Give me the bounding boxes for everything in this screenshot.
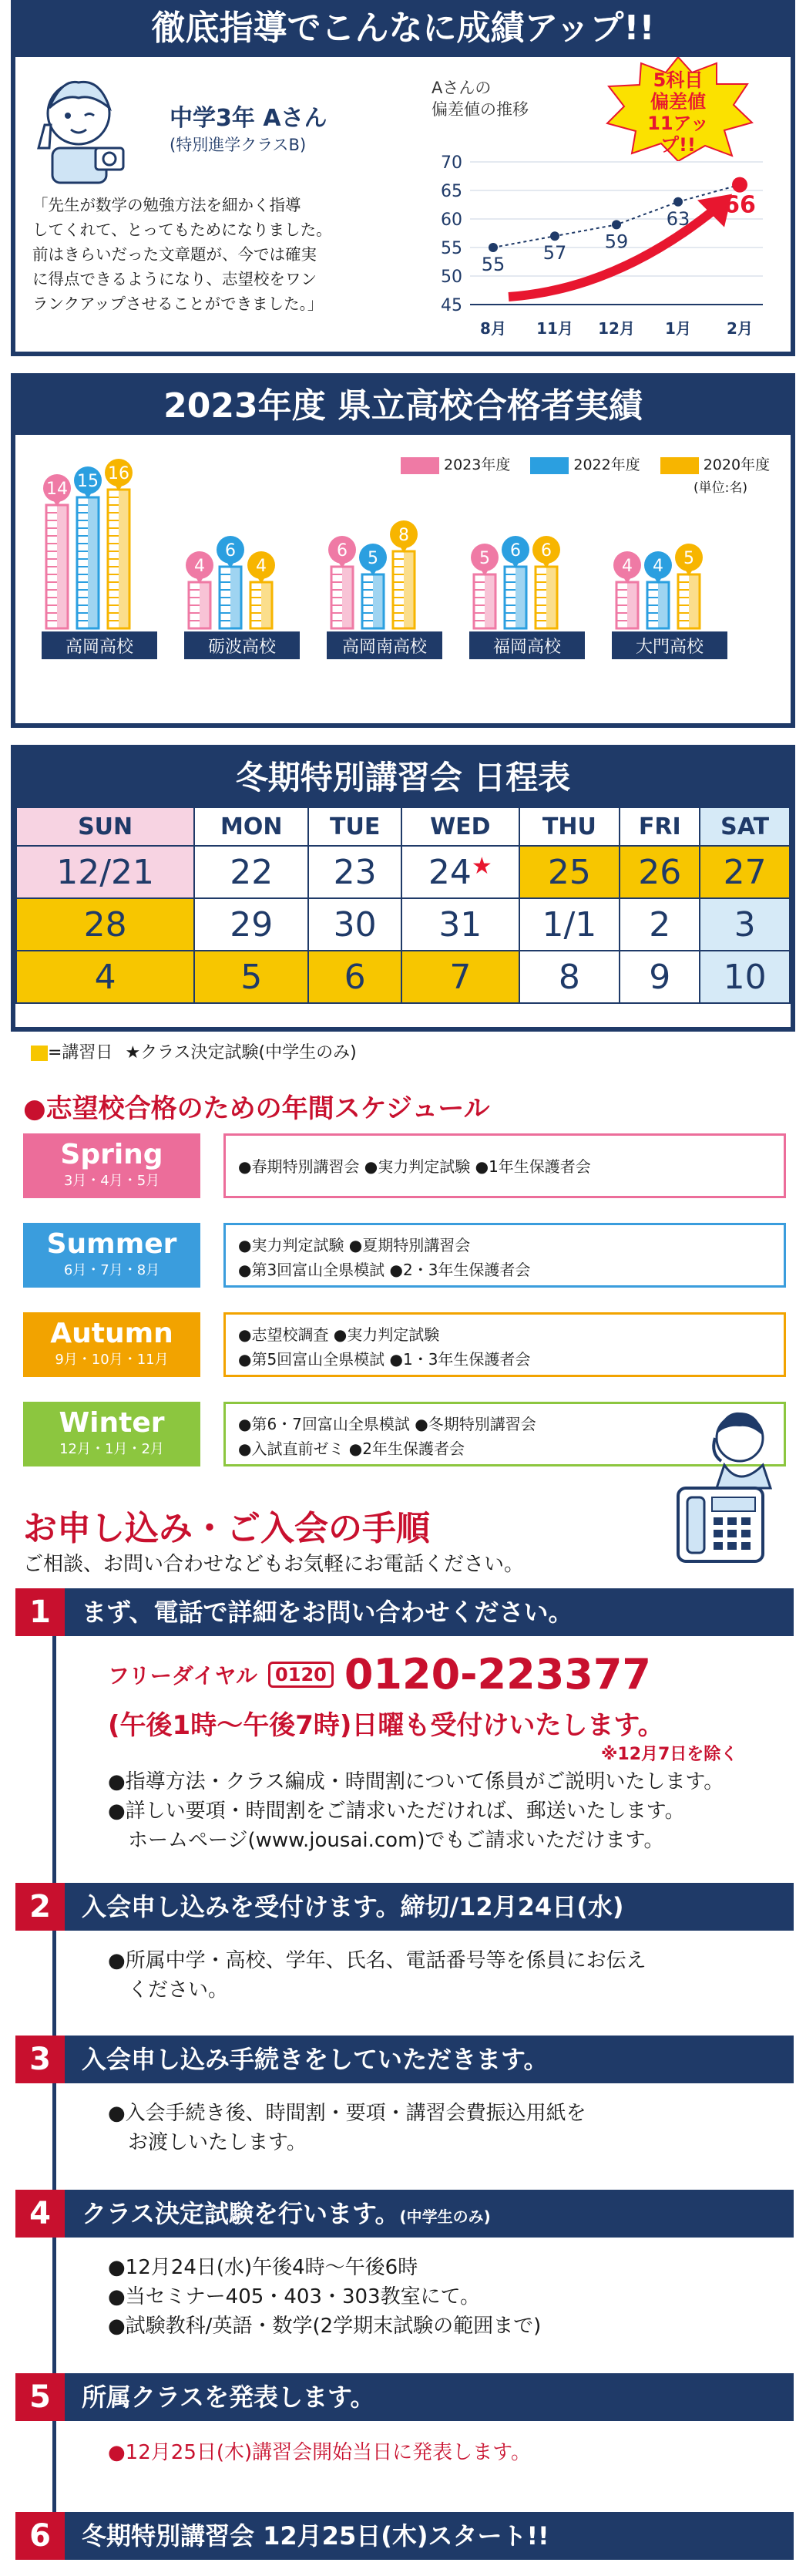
phone-number[interactable]: 0120-223377: [344, 1650, 651, 1699]
body-line: お渡しいたします。: [128, 2131, 307, 2154]
student-illustration: [31, 71, 131, 187]
season-event-line: ●第6・7回富山全県模試 ●冬期特別講習会: [238, 1415, 536, 1433]
section-title: 冬期特別講習会 日程表: [15, 749, 791, 806]
data-point: [489, 243, 498, 252]
calendar-day: 27: [700, 846, 790, 898]
data-label: 55: [481, 254, 505, 275]
bar-fill: [658, 582, 669, 628]
step-number: 1: [15, 1588, 65, 1636]
step-title: クラス決定試験を行います。: [82, 2199, 400, 2228]
y-tick-label: 70: [441, 153, 462, 173]
day-header: SAT: [700, 807, 790, 846]
legend-item: 2023年度: [401, 453, 510, 474]
x-tick-label: 11月: [536, 319, 573, 338]
season-months: 12月・1月・2月: [59, 1441, 164, 1457]
unit-label: (単位:名): [693, 480, 747, 496]
calendar-day: 6: [308, 951, 401, 1003]
body-line: ●入会手続き後、時間割・要項・講習会費振込用紙を: [108, 2102, 586, 2125]
season-months: 9月・10月・11月: [55, 1352, 169, 1368]
season-events: [223, 1312, 786, 1377]
day-header: SUN: [16, 807, 194, 846]
quote-line: してくれて、とってもためになりました。: [32, 221, 332, 239]
test-legend: ★クラス決定試験(中学生のみ): [125, 1043, 357, 1062]
step-1: [15, 1588, 794, 1636]
season-months: 6月・7月・8月: [63, 1262, 160, 1278]
procedure-subtitle: ご相談、お問い合わせなどもお気軽にお電話ください。: [23, 1553, 525, 1576]
body-line: ●所属中学・高校、学年、氏名、電話番号等を係員にお伝え: [108, 1949, 646, 1972]
body-line: ●指導方法・クラス編成・時間割について係員がご説明いたします。: [108, 1770, 724, 1793]
step-number: 2: [15, 1883, 65, 1931]
y-tick-label: 60: [441, 210, 462, 230]
body-line: ホームページ(www.jousai.com)でもご請求いただけます。: [128, 1829, 664, 1852]
quote-line: 前はきらいだった文章題が、今では確実: [32, 245, 317, 264]
step-number: 5: [15, 2373, 65, 2421]
day-header: FRI: [620, 807, 700, 846]
step-title: 所属クラスを発表します。: [82, 2382, 375, 2412]
bar-value-label: 6: [337, 541, 348, 561]
season-event-line: ●春期特別講習会 ●実力判定試験 ●1年生保護者会: [238, 1157, 591, 1176]
bar-value-label: 4: [194, 557, 205, 576]
pass-results-section: [11, 373, 795, 728]
calendar-table: [15, 806, 791, 1004]
bar-value-label: 5: [479, 549, 490, 568]
step-number: 6: [15, 2512, 65, 2560]
callout-line: 5科目: [653, 69, 704, 91]
step-number: 4: [15, 2190, 65, 2238]
section-title: 2023年度 県立高校合格者実績: [15, 378, 791, 435]
chart-label: [432, 77, 529, 120]
bar-fill: [230, 567, 241, 628]
bar-value-label: 5: [368, 549, 378, 568]
season-event-line: ●実力判定試験 ●夏期特別講習会: [238, 1236, 471, 1254]
calendar-day: 31: [401, 898, 519, 951]
quote-line: 「先生が数学の勉強方法を細かく指導: [32, 196, 301, 214]
season-events: [223, 1133, 786, 1198]
season-event-line: ●第3回富山全県模試 ●2・3年生保護者会: [238, 1261, 531, 1279]
category-label: 大門高校: [635, 638, 704, 657]
season-label-summer: [23, 1223, 200, 1288]
calendar-day: 25: [519, 846, 620, 898]
step-5: [15, 2373, 794, 2421]
callout-line: 11アップ!!: [647, 113, 709, 156]
season-label-winter: [23, 1402, 200, 1466]
schedule-section: [11, 745, 795, 1032]
calendar-day: 22: [194, 846, 308, 898]
bar-value-label: 6: [510, 541, 521, 561]
freedial-label: フリーダイヤル: [108, 1662, 258, 1689]
category-label: 高岡高校: [65, 638, 134, 657]
day-header: THU: [519, 807, 620, 846]
body-line: ●当セミナー405・403・303教室にて。: [108, 2285, 481, 2308]
calendar-day: 1/1: [519, 898, 620, 951]
procedure-title: お申し込み・ご入会の手順: [23, 1509, 430, 1548]
bar-fill: [119, 490, 129, 628]
bar-value-label: 4: [653, 557, 663, 576]
school-bar-chart: [31, 439, 778, 725]
body-line: ●試験教科/英語・数学(2学期末試験の範囲まで): [108, 2315, 542, 2338]
y-tick-label: 65: [441, 182, 462, 201]
bar-fill: [689, 574, 700, 628]
body-line: ●12月24日(水)午後4時〜午後6時: [108, 2256, 418, 2279]
data-point: [550, 231, 559, 241]
calendar-day: 24★: [401, 846, 519, 898]
bar-fill: [57, 505, 68, 628]
step-title: まず、電話で詳細をお問い合わせください。: [82, 1598, 573, 1627]
x-tick-label: 8月: [480, 319, 506, 338]
calendar-day: 9: [620, 951, 700, 1003]
bar-fill: [373, 574, 384, 628]
deviation-line-chart: [416, 131, 786, 351]
bar-fill: [88, 497, 99, 628]
season-events: [223, 1223, 786, 1288]
testimonial-quote: [32, 193, 418, 316]
step-4: [15, 2190, 794, 2238]
callout-line: 偏差値: [650, 91, 706, 113]
bar-value-label: 5: [683, 549, 694, 568]
step-title: 入会申し込み手続きをしていただきます。: [82, 2045, 549, 2074]
season-event-line: ●入試直前ゼミ ●2年生保護者会: [238, 1440, 465, 1458]
calendar-day: 7: [401, 951, 519, 1003]
calendar-day: 30: [308, 898, 401, 951]
calendar-day: 23: [308, 846, 401, 898]
category-label: 高岡南高校: [341, 638, 428, 657]
operator-illustration: [670, 1403, 786, 1565]
section-title: 徹底指導でこんなに成績アップ!!: [15, 0, 791, 57]
season-months: 3月・4月・5月: [63, 1173, 160, 1189]
y-tick-label: 55: [441, 239, 462, 258]
class-day-legend: =講習日: [31, 1039, 113, 1063]
calendar-week: [16, 951, 790, 1003]
bar-fill: [627, 582, 638, 628]
freedial-icon: 0120: [268, 1662, 334, 1688]
bar-fill: [342, 567, 353, 628]
step-1-body: [108, 1767, 724, 1855]
legend-item: 2022年度: [530, 453, 640, 474]
step-title-note: (中学生のみ): [399, 2207, 491, 2226]
bar-fill: [261, 582, 272, 628]
season-label-spring: [23, 1133, 200, 1198]
legend-item: 2020年度: [660, 453, 770, 474]
calendar-day: 26: [620, 846, 700, 898]
step-6: [15, 2512, 794, 2560]
bar-value-label: 15: [77, 472, 99, 491]
results-section: [11, 0, 795, 356]
calendar-day: 12/21: [16, 846, 194, 898]
bar-value-label: 6: [541, 541, 552, 561]
chart-label-line: Aさんの: [432, 79, 492, 97]
step-title: 冬期特別講習会 12月25日(木)スタート!!: [82, 2521, 549, 2551]
data-label: 57: [542, 242, 567, 264]
category-label: 福岡高校: [492, 638, 562, 657]
step-4-body: [108, 2253, 541, 2341]
bar-value-label: 8: [398, 526, 409, 545]
bar-fill: [546, 567, 557, 628]
season-name: Spring: [60, 1139, 163, 1170]
callout-text: [632, 69, 724, 156]
step-5-body: [108, 2438, 531, 2467]
year-schedule-title: ●志望校合格のための年間スケジュール: [23, 1093, 490, 1124]
calendar-day: 4: [16, 951, 194, 1003]
bar-value-label: 16: [108, 464, 129, 483]
bar-value-label: 14: [46, 480, 68, 499]
calendar-day: 2: [620, 898, 700, 951]
bar-fill: [485, 574, 495, 628]
calendar-day: 28: [16, 898, 194, 951]
x-tick-label: 2月: [727, 319, 753, 338]
season-event-line: ●志望校調査 ●実力判定試験: [238, 1325, 440, 1344]
body-line: ●12月25日(木)講習会開始当日に発表します。: [108, 2441, 532, 2464]
step-title-wrap: [82, 2190, 491, 2241]
student-name: 中学3年 Aさん: [170, 105, 327, 132]
day-header: WED: [401, 807, 519, 846]
x-tick-label: 1月: [665, 319, 691, 338]
student-class: (特別進学クラスB): [170, 136, 307, 154]
data-point: [612, 220, 621, 229]
calendar-week: [16, 846, 790, 898]
star-icon: ★: [471, 852, 492, 880]
data-label: 66: [724, 191, 756, 219]
calendar-day: 3: [700, 898, 790, 951]
bar-fill: [516, 567, 526, 628]
day-header: TUE: [308, 807, 401, 846]
y-tick-label: 45: [441, 296, 462, 315]
bar-value-label: 4: [256, 557, 267, 576]
category-label: 砺波高校: [207, 638, 277, 657]
season-label-autumn: [23, 1312, 200, 1377]
step-number: 3: [15, 2036, 65, 2083]
season-name: Summer: [46, 1228, 177, 1260]
step-3: [15, 2036, 794, 2083]
hours-text: (午後1時〜午後7時)日曜も受付けいたします。: [108, 1710, 664, 1741]
calendar-day: 8: [519, 951, 620, 1003]
quote-line: に得点できるようになり、志望校をワン: [32, 270, 317, 288]
calendar-day: 10: [700, 951, 790, 1003]
season-event-line: ●第5回富山全県模試 ●1・3年生保護者会: [238, 1350, 531, 1369]
except-note: ※12月7日を除く: [601, 1745, 738, 1764]
step-2-body: [108, 1946, 646, 2005]
chart-label-line: 偏差値の推移: [432, 100, 529, 119]
data-point: [673, 197, 683, 207]
data-label: 59: [604, 231, 629, 253]
calendar-day: 5: [194, 951, 308, 1003]
step-3-body: [108, 2099, 586, 2157]
bar-fill: [200, 582, 210, 628]
data-label: 63: [666, 207, 690, 230]
body-line: ●詳しい要項・時間割をご請求いただければ、郵送いたします。: [108, 1800, 685, 1823]
step-2: [15, 1883, 794, 1931]
step-title: 入会申し込みを受付けます。締切/12月24日(水): [82, 1892, 624, 1921]
calendar-legend: [31, 1039, 357, 1063]
calendar-day: 29: [194, 898, 308, 951]
bar-value-label: 4: [622, 557, 633, 576]
season-name: Autumn: [50, 1318, 173, 1349]
freedial-row: [108, 1650, 651, 1699]
bar-fill: [404, 551, 415, 628]
data-point: [732, 177, 747, 193]
season-name: Winter: [59, 1407, 165, 1439]
day-header: MON: [194, 807, 308, 846]
quote-line: ランクアップさせることができました。」: [32, 295, 324, 313]
bar-value-label: 6: [225, 541, 236, 561]
y-tick-label: 50: [441, 268, 462, 287]
body-line: ください。: [128, 1978, 229, 2002]
calendar-week: [16, 898, 790, 951]
x-tick-label: 12月: [598, 319, 635, 338]
